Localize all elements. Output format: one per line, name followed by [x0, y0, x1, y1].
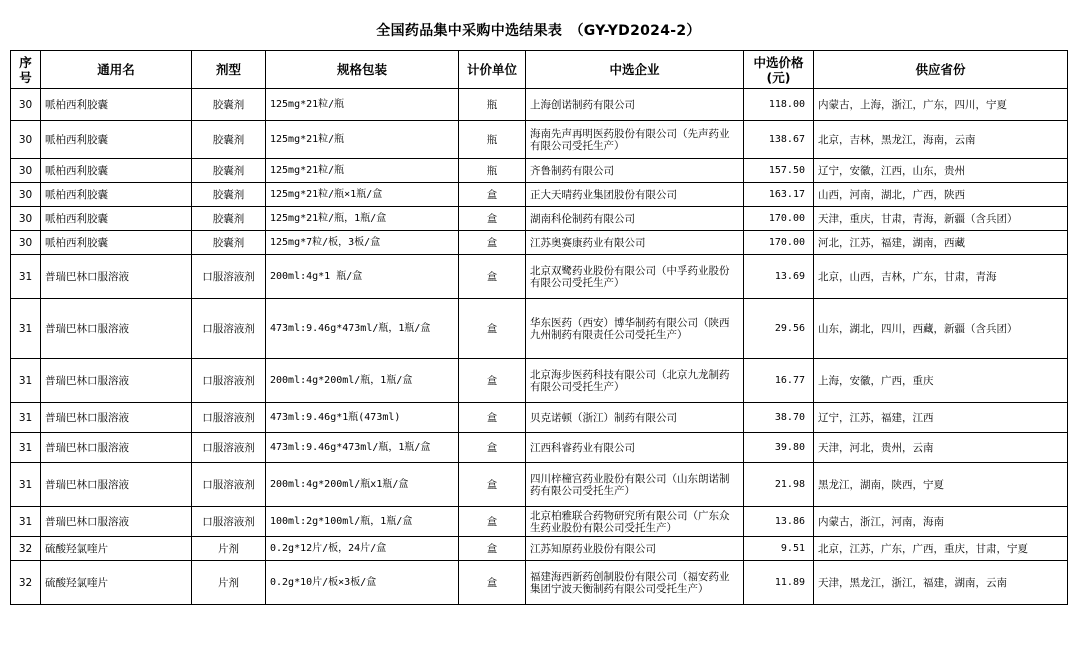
cell-no: 32	[11, 537, 41, 561]
cell-spec: 125mg*21粒/瓶	[266, 121, 459, 159]
table-row	[11, 359, 1068, 403]
cell-name: 哌柏西利胶囊	[41, 121, 192, 159]
header-spec: 规格包装	[266, 51, 459, 89]
cell-company: 上海创诺制药有限公司	[526, 89, 744, 121]
cell-price: 21.98	[744, 463, 814, 507]
cell-form: 片剂	[192, 561, 266, 605]
header-row	[11, 51, 1068, 89]
header-provinces: 供应省份	[814, 51, 1068, 89]
cell-form: 片剂	[192, 537, 266, 561]
cell-name: 哌柏西利胶囊	[41, 159, 192, 183]
cell-no: 31	[11, 433, 41, 463]
cell-form: 口服溶液剂	[192, 299, 266, 359]
cell-name: 普瑞巴林口服溶液	[41, 403, 192, 433]
cell-price: 13.86	[744, 507, 814, 537]
header-form: 剂型	[192, 51, 266, 89]
cell-provinces: 辽宁，安徽，江西，山东，贵州	[814, 159, 1068, 183]
cell-provinces: 天津，河北，贵州，云南	[814, 433, 1068, 463]
cell-no: 31	[11, 255, 41, 299]
cell-name: 普瑞巴林口服溶液	[41, 255, 192, 299]
cell-unit: 盒	[459, 433, 526, 463]
table-row	[11, 159, 1068, 183]
cell-provinces: 北京，吉林，黑龙江，海南，云南	[814, 121, 1068, 159]
cell-no: 30	[11, 207, 41, 231]
cell-name: 普瑞巴林口服溶液	[41, 463, 192, 507]
cell-no: 31	[11, 507, 41, 537]
cell-spec: 125mg*21粒/瓶，1瓶/盒	[266, 207, 459, 231]
cell-no: 30	[11, 89, 41, 121]
cell-provinces: 河北，江苏，福建，湖南，西藏	[814, 231, 1068, 255]
table-row	[11, 299, 1068, 359]
cell-unit: 盒	[459, 403, 526, 433]
cell-unit: 盒	[459, 299, 526, 359]
header-no: 序号	[11, 51, 41, 89]
cell-company: 海南先声再明医药股份有限公司（先声药业有限公司受托生产）	[526, 121, 744, 159]
cell-company: 福建海西新药创制股份有限公司（福安药业集团宁波天衡制药有限公司受托生产）	[526, 561, 744, 605]
cell-spec: 125mg*21粒/瓶×1瓶/盒	[266, 183, 459, 207]
cell-company: 齐鲁制药有限公司	[526, 159, 744, 183]
cell-company: 正大天晴药业集团股份有限公司	[526, 183, 744, 207]
cell-form: 口服溶液剂	[192, 359, 266, 403]
cell-no: 31	[11, 299, 41, 359]
cell-unit: 盒	[459, 463, 526, 507]
cell-no: 30	[11, 183, 41, 207]
table-row	[11, 231, 1068, 255]
cell-company: 江苏奥赛康药业有限公司	[526, 231, 744, 255]
cell-spec: 473ml:9.46g*473ml/瓶，1瓶/盒	[266, 299, 459, 359]
cell-price: 13.69	[744, 255, 814, 299]
cell-unit: 盒	[459, 183, 526, 207]
cell-company: 华东医药（西安）博华制药有限公司（陕西九州制药有限责任公司受托生产）	[526, 299, 744, 359]
cell-price: 38.70	[744, 403, 814, 433]
table-row	[11, 403, 1068, 433]
cell-company: 北京海步医药科技有限公司（北京九龙制药有限公司受托生产）	[526, 359, 744, 403]
cell-no: 31	[11, 463, 41, 507]
cell-spec: 200ml:4g*1 瓶/盒	[266, 255, 459, 299]
cell-provinces: 上海，安徽，广西，重庆	[814, 359, 1068, 403]
cell-form: 胶囊剂	[192, 159, 266, 183]
cell-price: 9.51	[744, 537, 814, 561]
cell-provinces: 山东，湖北，四川，西藏，新疆（含兵团）	[814, 299, 1068, 359]
cell-name: 普瑞巴林口服溶液	[41, 359, 192, 403]
table-body	[11, 89, 1068, 605]
table-row	[11, 507, 1068, 537]
cell-provinces: 天津，黑龙江，浙江，福建，湖南，云南	[814, 561, 1068, 605]
cell-price: 29.56	[744, 299, 814, 359]
table-row	[11, 255, 1068, 299]
cell-company: 北京双鹭药业股份有限公司（中孚药业股份有限公司受托生产）	[526, 255, 744, 299]
cell-unit: 盒	[459, 359, 526, 403]
cell-spec: 0.2g*12片/板，24片/盒	[266, 537, 459, 561]
cell-spec: 125mg*21粒/瓶	[266, 159, 459, 183]
cell-unit: 盒	[459, 537, 526, 561]
table-row	[11, 183, 1068, 207]
cell-company: 江苏知原药业股份有限公司	[526, 537, 744, 561]
cell-provinces: 北京，山西，吉林，广东，甘肃，青海	[814, 255, 1068, 299]
cell-name: 硫酸羟氯喹片	[41, 561, 192, 605]
cell-no: 32	[11, 561, 41, 605]
cell-spec: 100ml:2g*100ml/瓶，1瓶/盒	[266, 507, 459, 537]
table-row	[11, 433, 1068, 463]
cell-spec: 473ml:9.46g*473ml/瓶，1瓶/盒	[266, 433, 459, 463]
cell-name: 哌柏西利胶囊	[41, 207, 192, 231]
cell-price: 163.17	[744, 183, 814, 207]
cell-form: 胶囊剂	[192, 207, 266, 231]
table-row	[11, 89, 1068, 121]
cell-form: 胶囊剂	[192, 183, 266, 207]
cell-unit: 瓶	[459, 121, 526, 159]
cell-unit: 瓶	[459, 89, 526, 121]
cell-form: 口服溶液剂	[192, 403, 266, 433]
cell-unit: 盒	[459, 231, 526, 255]
results-table	[10, 50, 1068, 605]
cell-price: 39.80	[744, 433, 814, 463]
cell-company: 江西科睿药业有限公司	[526, 433, 744, 463]
cell-price: 16.77	[744, 359, 814, 403]
cell-name: 硫酸羟氯喹片	[41, 537, 192, 561]
cell-form: 口服溶液剂	[192, 255, 266, 299]
cell-form: 胶囊剂	[192, 121, 266, 159]
cell-price: 118.00	[744, 89, 814, 121]
cell-name: 普瑞巴林口服溶液	[41, 507, 192, 537]
table-row	[11, 207, 1068, 231]
cell-form: 胶囊剂	[192, 231, 266, 255]
header-name: 通用名	[41, 51, 192, 89]
cell-provinces: 内蒙古，浙江，河南，海南	[814, 507, 1068, 537]
cell-unit: 瓶	[459, 159, 526, 183]
table-row	[11, 463, 1068, 507]
cell-spec: 473ml:9.46g*1瓶(473ml)	[266, 403, 459, 433]
cell-no: 30	[11, 231, 41, 255]
header-company: 中选企业	[526, 51, 744, 89]
cell-price: 157.50	[744, 159, 814, 183]
cell-name: 普瑞巴林口服溶液	[41, 299, 192, 359]
cell-price: 170.00	[744, 207, 814, 231]
cell-name: 普瑞巴林口服溶液	[41, 433, 192, 463]
table-row	[11, 121, 1068, 159]
cell-name: 哌柏西利胶囊	[41, 183, 192, 207]
cell-spec: 200ml:4g*200ml/瓶x1瓶/盒	[266, 463, 459, 507]
cell-no: 30	[11, 121, 41, 159]
cell-spec: 125mg*7粒/板，3板/盒	[266, 231, 459, 255]
table-row	[11, 537, 1068, 561]
cell-company: 四川梓橦宫药业股份有限公司（山东朗诺制药有限公司受托生产）	[526, 463, 744, 507]
cell-form: 口服溶液剂	[192, 507, 266, 537]
cell-provinces: 山西，河南，湖北，广西，陕西	[814, 183, 1068, 207]
table-row	[11, 561, 1068, 605]
cell-unit: 盒	[459, 561, 526, 605]
cell-name: 哌柏西利胶囊	[41, 231, 192, 255]
cell-provinces: 辽宁，江苏，福建，江西	[814, 403, 1068, 433]
cell-no: 30	[11, 159, 41, 183]
cell-price: 11.89	[744, 561, 814, 605]
cell-spec: 200ml:4g*200ml/瓶，1瓶/盒	[266, 359, 459, 403]
cell-unit: 盒	[459, 507, 526, 537]
cell-name: 哌柏西利胶囊	[41, 89, 192, 121]
header-unit: 计价单位	[459, 51, 526, 89]
cell-spec: 125mg*21粒/瓶	[266, 89, 459, 121]
page-title: 全国药品集中采购中选结果表 （GY-YD2024-2）	[376, 23, 701, 39]
cell-unit: 盒	[459, 207, 526, 231]
cell-company: 湖南科伦制药有限公司	[526, 207, 744, 231]
cell-company: 北京柏雅联合药物研究所有限公司（广东众生药业股份有限公司受托生产）	[526, 507, 744, 537]
cell-form: 口服溶液剂	[192, 463, 266, 507]
cell-price: 170.00	[744, 231, 814, 255]
cell-no: 31	[11, 359, 41, 403]
cell-form: 胶囊剂	[192, 89, 266, 121]
cell-provinces: 内蒙古，上海，浙江，广东，四川，宁夏	[814, 89, 1068, 121]
cell-company: 贝克诺顿（浙江）制药有限公司	[526, 403, 744, 433]
cell-provinces: 天津，重庆，甘肃，青海，新疆（含兵团）	[814, 207, 1068, 231]
cell-provinces: 黑龙江，湖南，陕西，宁夏	[814, 463, 1068, 507]
cell-spec: 0.2g*10片/板×3板/盒	[266, 561, 459, 605]
cell-form: 口服溶液剂	[192, 433, 266, 463]
header-price: 中选价格(元)	[744, 51, 814, 89]
cell-no: 31	[11, 403, 41, 433]
cell-price: 138.67	[744, 121, 814, 159]
cell-unit: 盒	[459, 255, 526, 299]
cell-provinces: 北京，江苏，广东，广西，重庆，甘肃，宁夏	[814, 537, 1068, 561]
